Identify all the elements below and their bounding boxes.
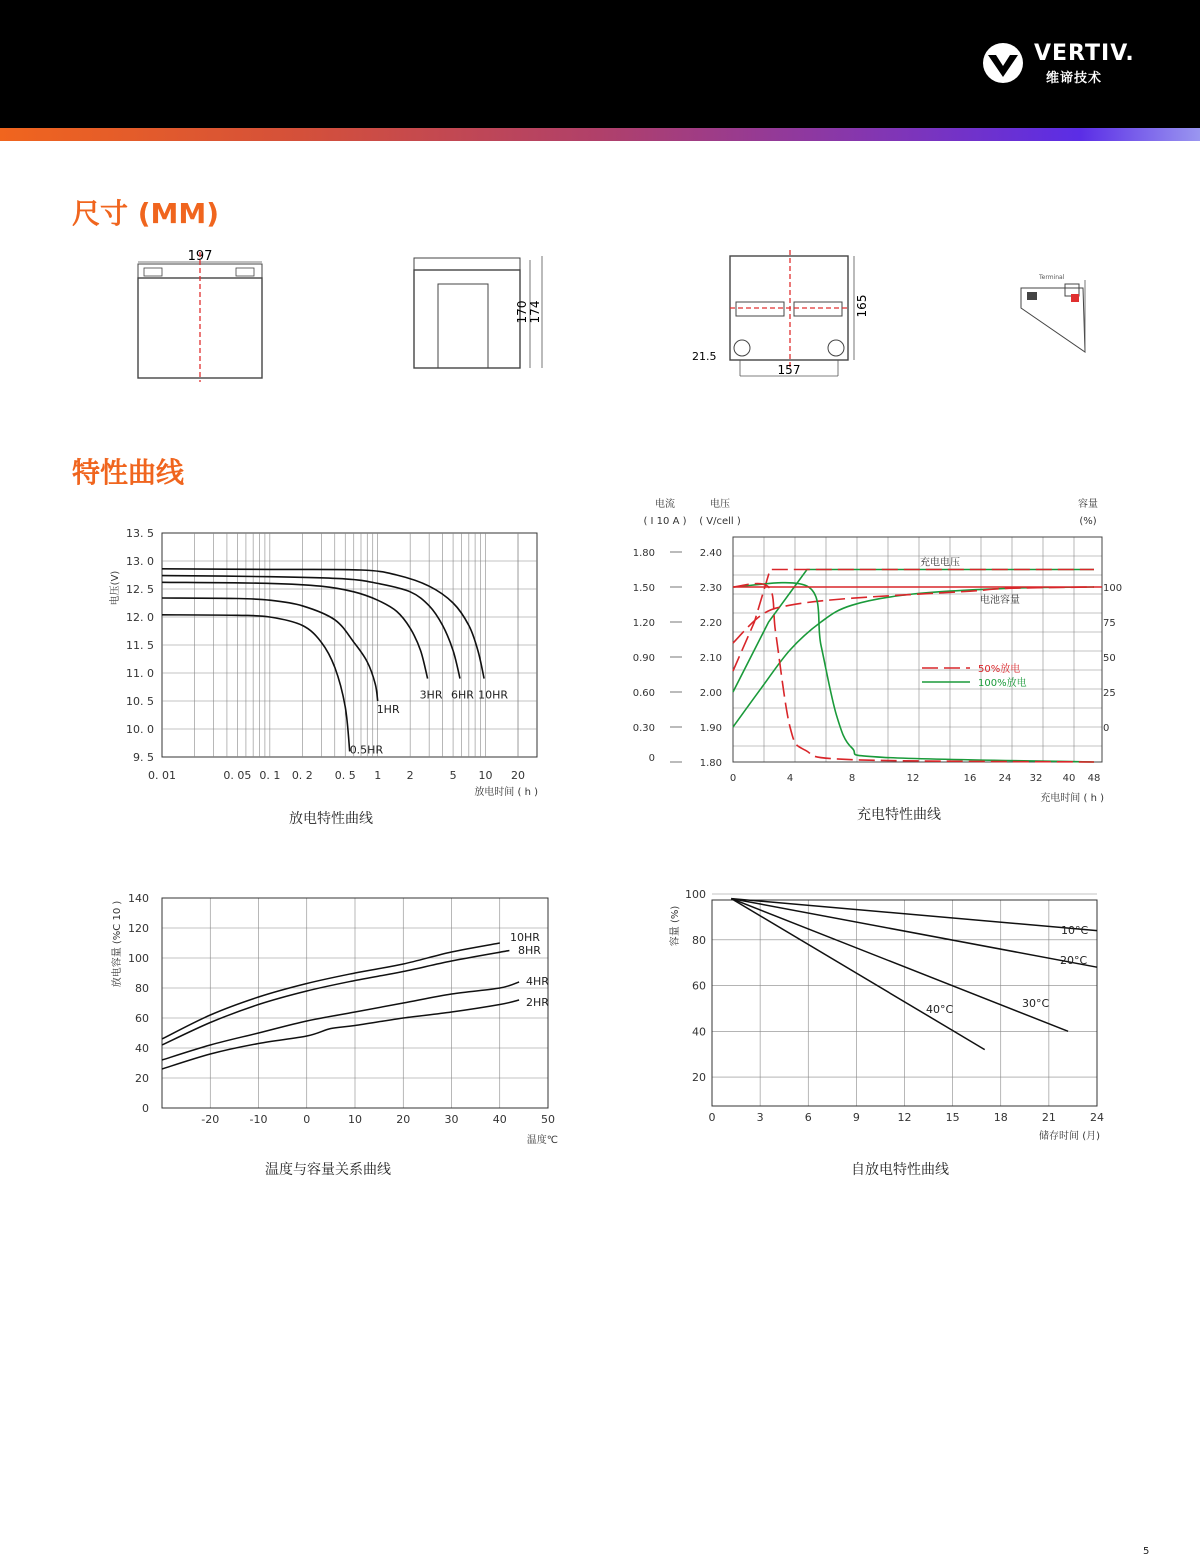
y-tick-label: 80 <box>135 982 149 995</box>
dim-top-height: 165 <box>855 294 869 318</box>
x-tick-label: 1 <box>374 769 382 782</box>
voltage-tick-label: 1.80 <box>699 758 722 769</box>
x-tick-label: 48 <box>1087 773 1101 784</box>
current-tick-label: 0.90 <box>632 653 655 664</box>
capacity-tick-label: 25 <box>1103 688 1116 699</box>
y-tick-label: 100 <box>685 890 706 901</box>
series-line <box>162 582 428 678</box>
y-tick-label: 12. 0 <box>126 611 154 624</box>
y-tick-label: 40 <box>135 1042 149 1055</box>
x-tick-label: 4 <box>786 773 794 784</box>
discharge-caption: 放电特性曲线 <box>289 811 373 827</box>
x-tick-label: 12 <box>897 1111 912 1124</box>
voltage-axis-title: 电压 <box>710 499 730 510</box>
y-tick-label: 13. 5 <box>126 527 154 540</box>
charge-chart <box>620 494 1130 806</box>
side-view-drawing <box>408 252 552 376</box>
x-tick-label: -10 <box>249 1113 268 1126</box>
x-tick-label: 30 <box>444 1113 459 1126</box>
capacity-axis-title: 容量 <box>1078 499 1098 510</box>
x-tick-label: 2 <box>406 769 414 782</box>
y-tick-label: 120 <box>128 922 149 935</box>
dim-top-width: 157 <box>777 363 801 377</box>
dim-side-height-inner: 170 <box>515 300 529 324</box>
series-line <box>162 576 460 679</box>
capacity-tick-label: 0 <box>1103 723 1110 734</box>
plot-frame <box>733 537 1102 762</box>
x-tick-label: 0. 01 <box>148 769 176 782</box>
current-curve-50 <box>733 584 1094 762</box>
x-axis-label: 充电时间 ( h ) <box>1040 793 1104 804</box>
current-tick-label: 1.80 <box>632 548 655 559</box>
voltage-tick-label: 1.90 <box>699 723 722 734</box>
voltage-tick-label: 2.00 <box>699 688 722 699</box>
current-tick-label: 0 <box>648 753 655 764</box>
logo-subtitle: 维谛技术 <box>1046 71 1103 86</box>
current-tick-label: 0.60 <box>632 688 655 699</box>
y-axis-label: 电压(V) <box>110 570 121 606</box>
annotation-capacity: 电池容量 <box>980 595 1020 606</box>
x-tick-label: 0. 1 <box>259 769 281 782</box>
series-line <box>162 943 500 1039</box>
x-tick-label: 0 <box>303 1113 311 1126</box>
y-tick-label: 9. 5 <box>133 751 154 764</box>
x-tick-label: 0 <box>708 1111 716 1124</box>
y-axis-label: 容量 (%) <box>670 905 681 947</box>
x-tick-label: 40 <box>492 1113 507 1126</box>
series-label: 10°C <box>1061 924 1089 937</box>
series-label: 1HR <box>376 703 400 716</box>
x-tick-label: 10 <box>348 1113 362 1126</box>
x-tick-label: 10 <box>478 769 493 782</box>
annotation-charge-voltage: 充电电压 <box>920 557 960 569</box>
x-axis-label: 储存时间 (月) <box>1039 1131 1100 1142</box>
curves-title: 特性曲线 <box>72 456 185 489</box>
current-tick-label: 1.20 <box>632 618 655 629</box>
charge-caption: 充电特性曲线 <box>857 807 941 823</box>
x-tick-label: 0 <box>729 773 737 784</box>
y-tick-label: 0 <box>142 1102 149 1115</box>
discharge-chart <box>100 525 550 805</box>
gradient-strip <box>0 128 1200 141</box>
y-tick-label: 20 <box>135 1072 149 1085</box>
current-curve-100 <box>733 583 1094 762</box>
terminal-label: Terminal <box>1039 274 1065 281</box>
voltage-tick-label: 2.40 <box>699 548 722 559</box>
series-label: 10HR <box>478 688 509 702</box>
y-tick-label: 40 <box>692 1025 706 1039</box>
x-axis-label: 温度℃ <box>526 1135 558 1146</box>
series-line <box>731 899 984 1050</box>
voltage-axis-unit: ( V/cell ) <box>699 516 741 527</box>
x-tick-label: 20 <box>396 1113 411 1126</box>
series-label: 6HR <box>451 688 474 702</box>
page-number: 5 <box>1143 1546 1150 1557</box>
voltage-tick-label: 2.20 <box>699 618 722 629</box>
y-tick-label: 20 <box>692 1071 706 1085</box>
x-tick-label: 20 <box>511 769 526 782</box>
y-tick-label: 11. 5 <box>126 639 154 652</box>
y-tick-label: 10. 0 <box>126 723 154 736</box>
current-tick-label: 1.50 <box>632 583 655 594</box>
voltage-curve-50 <box>733 570 1094 672</box>
voltage-tick-label: 2.10 <box>699 653 722 664</box>
x-tick-label: 0. 2 <box>291 769 313 782</box>
terminal-detail-drawing <box>1015 268 1095 358</box>
capacity-tick-label: 75 <box>1103 618 1116 629</box>
x-tick-label: 3 <box>756 1111 764 1124</box>
x-tick-label: 50 <box>541 1113 555 1126</box>
capacity-tick-label: 100 <box>1103 583 1123 594</box>
series-label: 10HR <box>510 931 540 944</box>
temperature-caption: 温度与容量关系曲线 <box>265 1162 391 1178</box>
x-tick-label: 12 <box>906 773 920 784</box>
x-tick-label: 18 <box>993 1111 1008 1124</box>
top-view-drawing <box>690 250 880 382</box>
x-tick-label: 6 <box>804 1111 812 1124</box>
x-tick-label: 8 <box>848 773 856 784</box>
y-tick-label: 60 <box>135 1012 149 1025</box>
dimensions-title: 尺寸 (MM) <box>72 197 220 230</box>
x-tick-label: 0. 5 <box>334 769 356 782</box>
x-tick-label: -20 <box>201 1113 220 1126</box>
capacity-axis-unit: (%) <box>1079 516 1097 527</box>
y-axis-label: 放电容量 (%C 10 ) <box>112 900 123 988</box>
capacity-curve-100 <box>733 587 1094 727</box>
x-tick-label: 16 <box>963 773 977 784</box>
series-line <box>731 899 1068 1032</box>
x-tick-label: 21 <box>1041 1111 1056 1124</box>
x-tick-label: 24 <box>1090 1111 1104 1124</box>
dim-top-offset: 21.5 <box>692 350 717 363</box>
x-tick-label: 40 <box>1062 773 1076 784</box>
series-label: 30°C <box>1022 997 1050 1010</box>
front-view-drawing <box>130 244 270 384</box>
y-tick-label: 100 <box>128 952 149 965</box>
series-label: 4HR <box>526 975 549 988</box>
series-line <box>162 951 509 1046</box>
series-line <box>162 569 484 679</box>
x-tick-label: 32 <box>1029 773 1043 784</box>
legend-label-50: 50%放电 <box>978 664 1021 675</box>
series-label: 8HR <box>518 944 541 957</box>
series-line <box>731 899 1097 931</box>
logo-word: VERTIV. <box>1034 41 1135 66</box>
x-tick-label: 24 <box>998 773 1012 784</box>
y-tick-label: 80 <box>692 933 706 947</box>
self-discharge-caption: 自放电特性曲线 <box>851 1162 949 1178</box>
voltage-tick-label: 2.30 <box>699 583 722 594</box>
x-tick-label: 0. 05 <box>223 769 252 782</box>
capacity-tick-label: 50 <box>1103 653 1116 664</box>
series-label: 40°C <box>926 1003 954 1016</box>
vertiv-mark-icon <box>982 42 1024 84</box>
dim-side-height-total: 174 <box>528 300 542 324</box>
x-tick-label: 15 <box>945 1111 960 1124</box>
y-tick-label: 60 <box>692 979 706 993</box>
series-line <box>162 1000 519 1069</box>
series-label: 0.5HR <box>349 743 384 757</box>
series-label: 3HR <box>419 688 443 702</box>
legend-label-100: 100%放电 <box>978 678 1027 689</box>
current-axis-title: 电流 <box>655 499 675 510</box>
y-tick-label: 12. 5 <box>126 583 154 596</box>
series-label: 2HR <box>526 996 549 1009</box>
series-label: 20°C <box>1060 954 1088 967</box>
y-tick-label: 13. 0 <box>126 555 154 568</box>
dim-front-width: 197 <box>187 249 213 264</box>
x-axis-label: 放电时间 ( h ) <box>474 787 538 798</box>
x-tick-label: 5 <box>449 769 457 782</box>
self-discharge-chart <box>660 890 1120 1148</box>
y-tick-label: 140 <box>128 892 149 905</box>
temperature-chart <box>100 888 570 1150</box>
current-axis-unit: ( I 10 A ) <box>643 516 687 527</box>
y-tick-label: 11. 0 <box>126 667 154 680</box>
vertiv-logo <box>982 41 1135 86</box>
series-line <box>731 899 1097 968</box>
y-tick-label: 10. 5 <box>126 695 154 708</box>
current-tick-label: 0.30 <box>632 723 655 734</box>
x-tick-label: 9 <box>852 1111 860 1124</box>
